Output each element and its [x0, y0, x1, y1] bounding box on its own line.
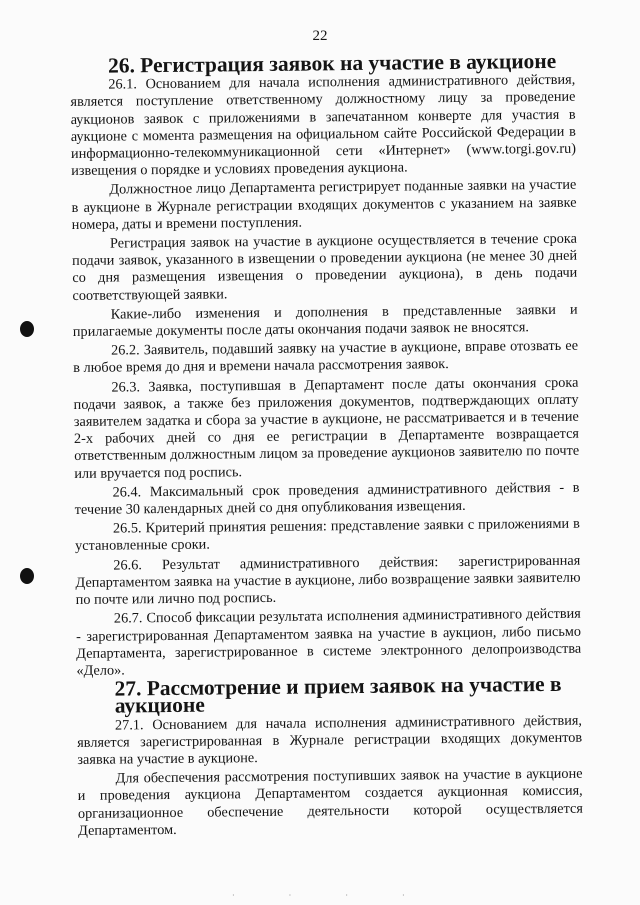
- paragraph: 26.5. Критерий принятия решения: представление заявки с приложениями в установленные сроки.: [75, 515, 580, 555]
- section-27-heading: 27. Рассмотрение и прием заявок на участие в аукционе: [114, 671, 562, 718]
- paragraph: Должностное лицо Департамента регистрирует поданные заявки на участие в аукционе в Журнале регистрации входящих документов с указанием на заявке номера, даты и времени поступления.: [71, 177, 577, 233]
- section-26-heading: 26. Регистрация заявок на участие в аукционе: [107, 48, 557, 78]
- paragraph: 26.4. Максимальный срок проведения административного действия - в течение 30 календарных дней со дня опубликования извещения.: [74, 479, 580, 519]
- paragraph: 26.6. Результат административного действия: зарегистрированная Департаментом заявка на участие в аукционе, либо возвращение заявки заявителю по почте или лично под роспись.: [75, 552, 581, 609]
- page-number: 22: [312, 28, 328, 44]
- paragraph: Для обеспечения рассмотрения поступивших заявок на участие в аукционе и проведения аукциона Департаментом создается аукционная комиссия, организационное обеспечение деятельности которой осуществляется Департаментом.: [77, 765, 583, 839]
- scan-artifact-marks: · · · ·: [232, 891, 431, 900]
- document-body: [70, 48, 583, 840]
- punch-hole-mark: [20, 321, 34, 337]
- paragraph: 26.7. Способ фиксации результата исполнения административного действия - зарегистрированная Департаментом заявка на участие в аукцион, либо письмо Департамента, зарегистрированное в системе электронного делопроизводства «Дело».: [75, 605, 582, 679]
- punch-hole-mark: [20, 568, 34, 584]
- paragraph: 26.1. Основанием для начала исполнения административного действия, является поступление ответственному должностному лицу за проведение аукционов заявок с приложениями в запечатанном конверте для участия в аукционе с момента размещения на официальном сайте Российской Федерации в информационно-телекоммуникационной сети «Интернет» (www.torgi.gov.ru) извещения о порядке и условиях проведения аукциона.: [70, 71, 577, 180]
- paragraph: 26.3. Заявка, поступившая в Департамент после даты окончания срока подачи заявок, а также без приложения документов, подтверждающих оплату заявителем задатка и сбора за участие в аукционе, не рассматривается и в течение 2-х рабочих дней со дня ее регистрации в Департаменте возвращается ответственным должностным лицом за проведение аукционов заявителю по почте или вручается под роспись.: [73, 374, 580, 482]
- paragraph: Какие-либо изменения и дополнения в представленные заявки и прилагаемые документы после даты окончания подачи заявок не вносятся.: [72, 301, 578, 341]
- paragraph: 27.1. Основанием для начала исполнения административного действия, является зарегистрированная в Журнале регистрации входящих документов заявка на участие в аукционе.: [77, 712, 583, 768]
- paragraph: 26.2. Заявитель, подавший заявку на участие в аукционе, вправе отозвать ее в любое время до дня и времени начала рассмотрения заявок.: [73, 337, 579, 377]
- paragraph: Регистрация заявок на участие в аукционе осуществляется в течение срока подачи заявок, указанного в извещении о проведении аукциона (не менее 30 дней со дня размещения извещения о проведении аукциона), в день подачи соответствующей заявки.: [72, 230, 578, 304]
